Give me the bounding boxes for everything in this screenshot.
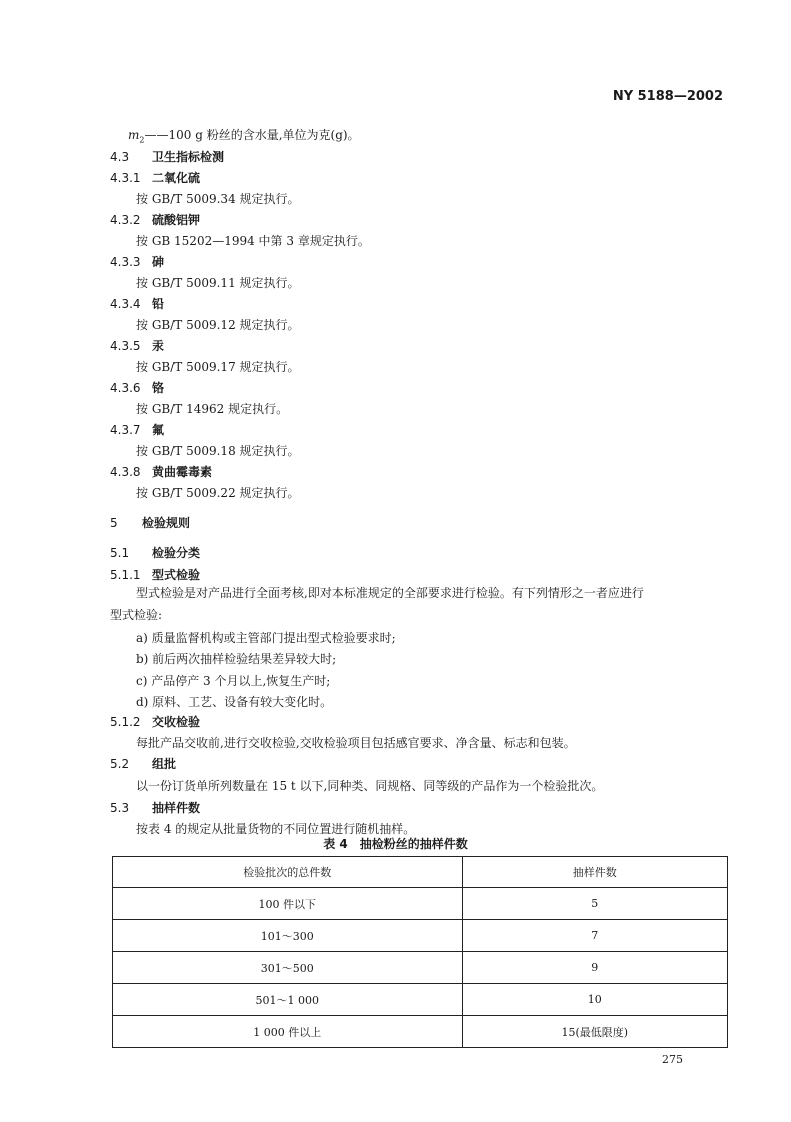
body-text: 按 GB/T 5009.18 规定执行。	[136, 444, 300, 458]
section-heading	[110, 422, 164, 438]
section-title: 砷	[152, 255, 165, 269]
body-text: 按 GB/T 14962 规定执行。	[136, 402, 289, 416]
body-text: d) 原料、工艺、设备有较大变化时。	[136, 695, 333, 709]
section-title: 卫生指标检测	[152, 150, 225, 164]
section-heading	[110, 170, 200, 186]
section-title: 硫酸铝钾	[152, 213, 201, 227]
section-heading	[110, 515, 190, 531]
variable-subscript: 2	[139, 135, 145, 145]
table-cell: 10	[462, 984, 727, 1016]
sampling-table	[112, 856, 728, 1048]
section-number: 5.1	[110, 546, 130, 560]
body-text: 按 GB/T 5009.17 规定执行。	[136, 360, 300, 374]
section-number: 4.3.6	[110, 381, 141, 395]
section-heading	[110, 254, 164, 270]
section-number: 4.3.2	[110, 213, 141, 227]
section-title: 组批	[152, 757, 177, 771]
body-text: a) 质量监督机构或主管部门提出型式检验要求时;	[136, 631, 396, 645]
table-row	[113, 1016, 728, 1048]
section-number: 4.3.4	[110, 297, 141, 311]
section-heading	[110, 464, 212, 480]
section-number: 4.3	[110, 150, 130, 164]
body-text: 每批产品交收前,进行交收检验,交收检验项目包括感官要求、净含量、标志和包装。	[136, 736, 576, 750]
section-number: 4.3.1	[110, 171, 141, 185]
section-number: 5.2	[110, 757, 130, 771]
table-cell: 9	[462, 952, 727, 984]
section-heading	[110, 756, 176, 772]
section-heading	[110, 338, 164, 354]
standard-number: NY 5188—2002	[612, 89, 723, 104]
body-text: 以一份订货单所列数量在 15 t 以下,同种类、同规格、同等级的产品作为一个检验批次。	[136, 779, 604, 793]
section-number: 5.1.2	[110, 715, 141, 729]
section-heading	[110, 800, 200, 816]
header-cell: 抽样件数	[462, 857, 727, 888]
body-text: c) 产品停产 3 个月以上,恢复生产时;	[136, 674, 331, 688]
section-heading	[110, 545, 200, 561]
section-number: 5.3	[110, 801, 130, 815]
body-text: 按表 4 的规定从批量货物的不同位置进行随机抽样。	[136, 822, 416, 836]
section-title: 型式检验	[152, 568, 201, 582]
table-cell: 5	[462, 888, 727, 920]
section-title: 氟	[152, 423, 165, 437]
table-row	[113, 952, 728, 984]
body-text: 按 GB 15202—1994 中第 3 章规定执行。	[136, 234, 370, 248]
section-title: 检验分类	[152, 546, 201, 560]
section-title: 铬	[152, 381, 165, 395]
section-title: 检验规则	[142, 516, 191, 530]
section-heading	[110, 380, 164, 396]
table-header-row	[113, 857, 728, 888]
table-cell: 7	[462, 920, 727, 952]
variable-definition	[128, 127, 360, 148]
section-number: 4.3.3	[110, 255, 141, 269]
section-heading	[110, 149, 224, 165]
section-title: 抽样件数	[152, 801, 201, 815]
body-text: 按 GB/T 5009.12 规定执行。	[136, 318, 300, 332]
body-text: 按 GB/T 5009.22 规定执行。	[136, 486, 300, 500]
header-cell: 检验批次的总件数	[113, 857, 463, 888]
table-cell: 501～1 000	[113, 984, 463, 1016]
section-number: 4.3.7	[110, 423, 141, 437]
section-heading	[110, 714, 200, 730]
table-cell: 101～300	[113, 920, 463, 952]
body-text: 按 GB/T 5009.11 规定执行。	[136, 276, 300, 290]
section-title: 铅	[152, 297, 165, 311]
body-text: b) 前后两次抽样检验结果差异较大时;	[136, 652, 337, 666]
body-text: 型式检验是对产品进行全面考核,即对本标准规定的全部要求进行检验。有下列情形之一者应进行	[136, 586, 644, 600]
table-caption: 表 4 抽检粉丝的抽样件数	[323, 837, 468, 851]
section-number: 4.3.8	[110, 465, 141, 479]
body-text: 按 GB/T 5009.34 规定执行。	[136, 192, 300, 206]
page-number: 275	[662, 1053, 683, 1066]
section-title: 汞	[152, 339, 165, 353]
body-text: 型式检验:	[110, 608, 163, 622]
table-cell: 15(最低限度)	[462, 1016, 727, 1048]
section-heading	[110, 296, 164, 312]
section-heading	[110, 212, 200, 228]
section-title: 二氧化硫	[152, 171, 201, 185]
table-row	[113, 984, 728, 1016]
table-row	[113, 920, 728, 952]
section-title: 黄曲霉毒素	[152, 465, 213, 479]
table-row	[113, 888, 728, 920]
section-number: 5	[110, 516, 118, 530]
section-number: 4.3.5	[110, 339, 141, 353]
section-title: 交收检验	[152, 715, 201, 729]
table-cell: 1 000 件以上	[113, 1016, 463, 1048]
variable-description: ——100 g 粉丝的含水量,单位为克(g)。	[144, 128, 360, 142]
section-heading	[110, 567, 200, 583]
table-cell: 301～500	[113, 952, 463, 984]
section-number: 5.1.1	[110, 568, 141, 582]
variable-symbol: m	[128, 128, 140, 142]
table-cell: 100 件以下	[113, 888, 463, 920]
